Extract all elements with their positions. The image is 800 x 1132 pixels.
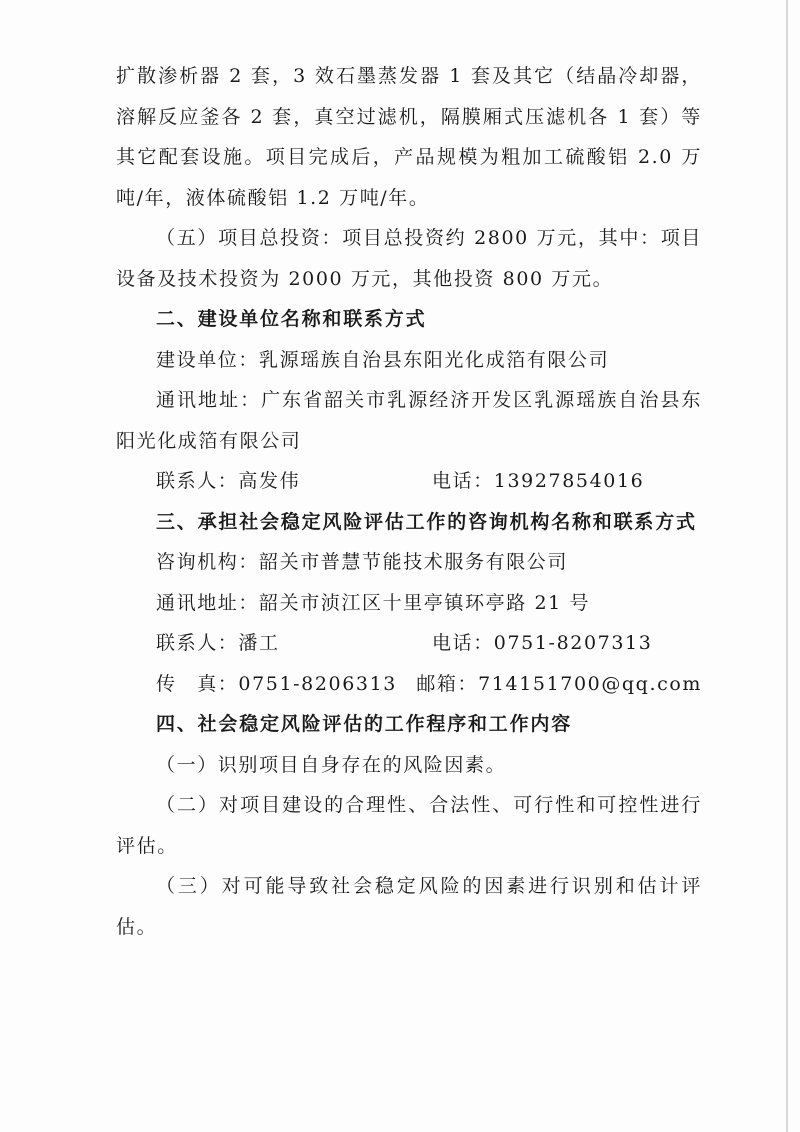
consulting-contact-row xyxy=(116,623,702,664)
construction-unit-phone: 电话：13927854016 xyxy=(432,470,645,492)
consulting-fax: 传 真：0751-8206313 xyxy=(156,672,397,695)
section-2-heading: 二、建设单位名称和联系方式 xyxy=(156,308,427,330)
consulting-agency-address: 通讯地址：韶关市浈江区十里亭镇环亭路 21 号 xyxy=(156,591,591,614)
consulting-contact: 联系人：潘工 xyxy=(156,632,280,654)
consulting-phone: 电话：0751-8207313 xyxy=(432,632,653,654)
construction-unit-contact-row xyxy=(116,461,702,502)
construction-unit-address: 通讯地址：广东省韶关市乳源经济开发区乳源瑶族自治县东阳光化成箔有限公司 xyxy=(116,389,702,452)
section-4-heading: 四、社会稳定风险评估的工作程序和工作内容 xyxy=(156,713,573,735)
consulting-agency: 咨询机构：韶关市普慧节能技术服务有限公司 xyxy=(156,551,569,573)
construction-unit: 建设单位：乳源瑶族自治县东阳光化成箔有限公司 xyxy=(156,348,610,371)
section-4-item-3: （三）对可能导致社会稳定风险的因素进行识别和估计评估。 xyxy=(116,875,702,938)
consulting-email: 邮箱：714151700@qq.com xyxy=(416,672,702,695)
section-3-heading: 三、承担社会稳定风险评估工作的咨询机构名称和联系方式 xyxy=(156,510,697,533)
section-4-item-1: （一）识别项目自身存在的风险因素。 xyxy=(156,753,507,776)
construction-unit-contact: 联系人：高发伟 xyxy=(156,470,301,492)
paragraph-equipment: 扩散渗析器 2 套，3 效石墨蒸发器 1 套及其它（结晶冷却器，溶解反应釜各 2 套，真空过滤机，隔膜厢式压滤机各 1 套）等其它配套设施。项目完成后，产品规模为粗加工硫酸铝 2.0 万吨/年，液体硫酸铝 1.2 万吨/年。 xyxy=(116,65,702,209)
section-4-item-2: （二）对项目建设的合理性、合法性、可行性和可控性进行评估。 xyxy=(116,794,702,857)
consulting-fax-email-row xyxy=(116,664,702,705)
document-body xyxy=(116,56,702,947)
paragraph-total-investment: （五）项目总投资：项目总投资约 2800 万元，其中：项目设备及技术投资为 2000 万元，其他投资 800 万元。 xyxy=(116,227,702,290)
scan-edge-line xyxy=(786,0,788,1132)
